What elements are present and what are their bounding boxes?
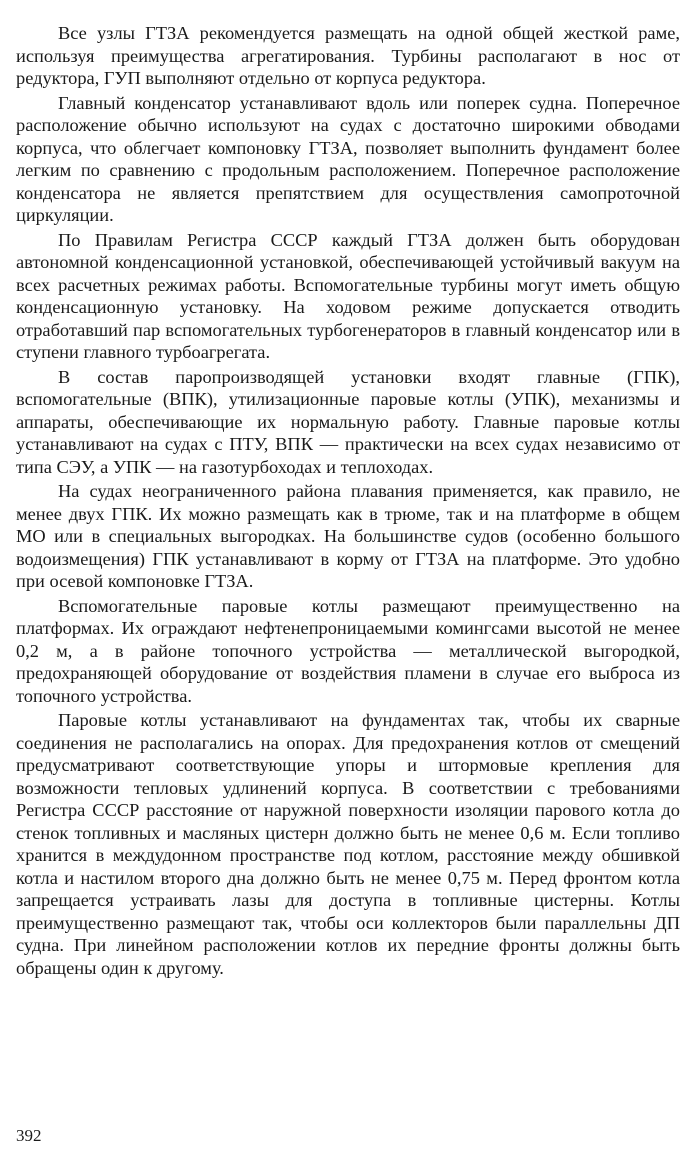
page-number: 392 bbox=[16, 1126, 42, 1145]
paragraph-main-boilers: На судах неограниченного района плавания применяется, как правило, не менее двух ГПК. Их можно размещать как в трюме, так и на платформе в общем МО или в специальных выгородках. На большинстве судов (особенно большого водоизмещения) ГПК устанавливают в корму от ГТЗА на платформе. Это удобно при осевой компоновке ГТЗА. bbox=[16, 481, 680, 591]
paragraph-main-condenser: Главный конденсатор устанавливают вдоль или поперек судна. Поперечное расположение обычно используют на судах с достаточно широкими обводами корпуса, что облегчает компоновку ГТЗА, позволяет выполнить фундамент более легким по сравнению с продольным расположением. Поперечное расположение конденсатора не является препятствием для осуществления самопроточной циркуляции. bbox=[16, 92, 680, 225]
paragraph-steam-plant: В состав паропроизводящей установки входят главные (ГПК), вспомогательные (ВПК), утилизационные паровые котлы (УПК), механизмы и аппараты, обеспечивающие их нормальную работу. Главные паровые котлы устанавливают на судах с ПТУ, ВПК — практически на всех судах независимо от типа СЭУ, а УПК — на газотурбоходах и теплоходах. bbox=[16, 366, 680, 477]
body-text bbox=[16, 22, 680, 981]
paragraph-auxiliary-boilers: Вспомогательные паровые котлы размещают преимущественно на платформах. Их ограждают нефтенепроницаемыми комингсами высотой не менее 0,2 м, а в районе топочного устройства — металлической выгородкой, предохраняющей оборудование от воздействия пламени в случае его выброса из топочного устройства. bbox=[16, 595, 680, 706]
paragraph-boiler-foundations: Паровые котлы устанавливают на фундаментах так, чтобы их сварные соединения не располагались на опорах. Для предохранения котлов от смещений предусматривают соответствующие упоры и штормовые крепления для возможности тепловых удлинений корпуса. В соответствии с требованиями Регистра СССР расстояние от наружной поверхности изоляции парового котла до стенок топливных и масляных цистерн должно быть не менее 0,6 м. Если топливо хранится в междудонном пространстве под котлом, расстояние между обшивкой котла и настилом второго дна должно быть не менее 0,75 м. Перед фронтом котла запрещается устраивать лазы для доступа в топливные цистерны. Котлы преимущественно размещают так, чтобы оси коллекторов были параллельны ДП судна. При линейном расположении котлов их передние фронты должны быть обращены один к другому. bbox=[16, 710, 680, 978]
paragraph-gtza-layout: Все узлы ГТЗА рекомендуется размещать на одной общей жесткой раме, используя преимущества агрегатирования. Турбины располагают в нос от редуктора, ГУП выполняют отдельно от корпуса редуктора. bbox=[16, 23, 680, 88]
paragraph-register-rules: По Правилам Регистра СССР каждый ГТЗА должен быть оборудован автономной конденсационной установкой, обеспечивающей устойчивый вакуум на всех расчетных режимах работы. Вспомогательные турбины могут иметь общую конденсационную установку. На ходовом режиме допускается отводить отработавший пар вспомогательных турбогенераторов в главный конденсатор или в ступени главного турбоагрегата. bbox=[16, 229, 680, 362]
